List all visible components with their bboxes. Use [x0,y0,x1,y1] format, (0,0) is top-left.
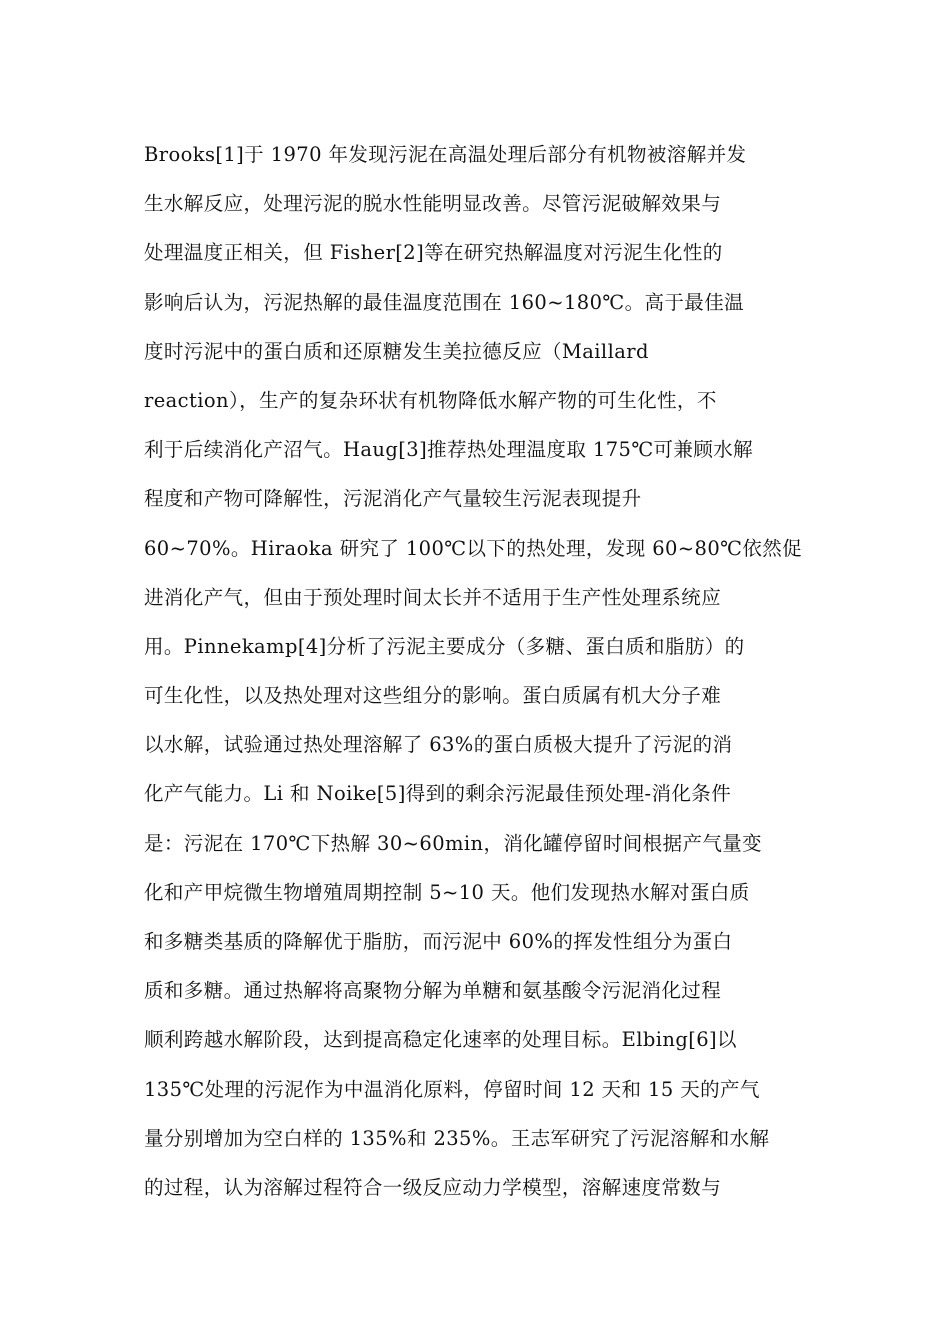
text-line: 和多糖类基质的降解优于脂肪，而污泥中 60%的挥发性组分为蛋白 [144,930,733,953]
text-line: 处理温度正相关，但 Fisher[2]等在研究热解温度对污泥生化性的 [144,241,723,265]
text-line: 顺利跨越水解阶段，达到提高稳定化速率的处理目标。Elbing[6]以 [144,1028,737,1052]
text-line: 质和多糖。通过热解将高聚物分解为单糖和氨基酸令污泥消化过程 [144,979,722,1003]
text-line: 进消化产气，但由于预处理时间太长并不适用于生产性处理系统应 [144,585,722,609]
text-line: 60~70%。Hiraoka 研究了 100℃以下的热处理，发现 60~80℃依然促 [144,536,803,560]
text-line: 影响后认为，污泥热解的最佳温度范围在 160~180℃。高于最佳温 [144,290,744,314]
text-line: 利于后续消化产沼气。Haug[3]推荐热处理温度取 175℃可兼顾水解 [144,438,754,462]
text-line: Brooks[1]于 1970 年发现污泥在高温处理后部分有机物被溶解并发 [144,143,747,166]
text-line: 量分别增加为空白样的 135%和 235%。王志军研究了污泥溶解和水解 [144,1126,770,1150]
text-line: 度时污泥中的蛋白质和还原糖发生美拉德反应（Maillard [144,339,649,363]
text-line: 化和产甲烷微生物增殖周期控制 5~10 天。他们发现热水解对蛋白质 [144,880,750,904]
body-paragraph [144,130,804,1212]
text-line: reaction），生产的复杂环状有机物降低水解产物的可生化性，不 [144,388,717,412]
text-line: 可生化性，以及热处理对这些组分的影响。蛋白质属有机大分子难 [144,684,722,708]
text-line: 是：污泥在 170℃下热解 30~60min，消化罐停留时间根据产气量变 [144,831,763,855]
text-line: 以水解，试验通过热处理溶解了 63%的蛋白质极大提升了污泥的消 [144,733,733,757]
text-line: 程度和产物可降解性，污泥消化产气量较生污泥表现提升 [144,487,642,511]
text-line: 用。Pinnekamp[4]分析了污泥主要成分（多糖、蛋白质和脂肪）的 [144,634,745,658]
text-line: 化产气能力。Li 和 Noike[5]得到的剩余污泥最佳预处理-消化条件 [144,782,732,806]
text-line: 生水解反应，处理污泥的脱水性能明显改善。尽管污泥破解效果与 [144,192,722,216]
text-line: 135℃处理的污泥作为中温消化原料，停留时间 12 天和 15 天的产气 [144,1077,760,1101]
text-line: 的过程，认为溶解过程符合一级反应动力学模型，溶解速度常数与 [144,1175,722,1199]
